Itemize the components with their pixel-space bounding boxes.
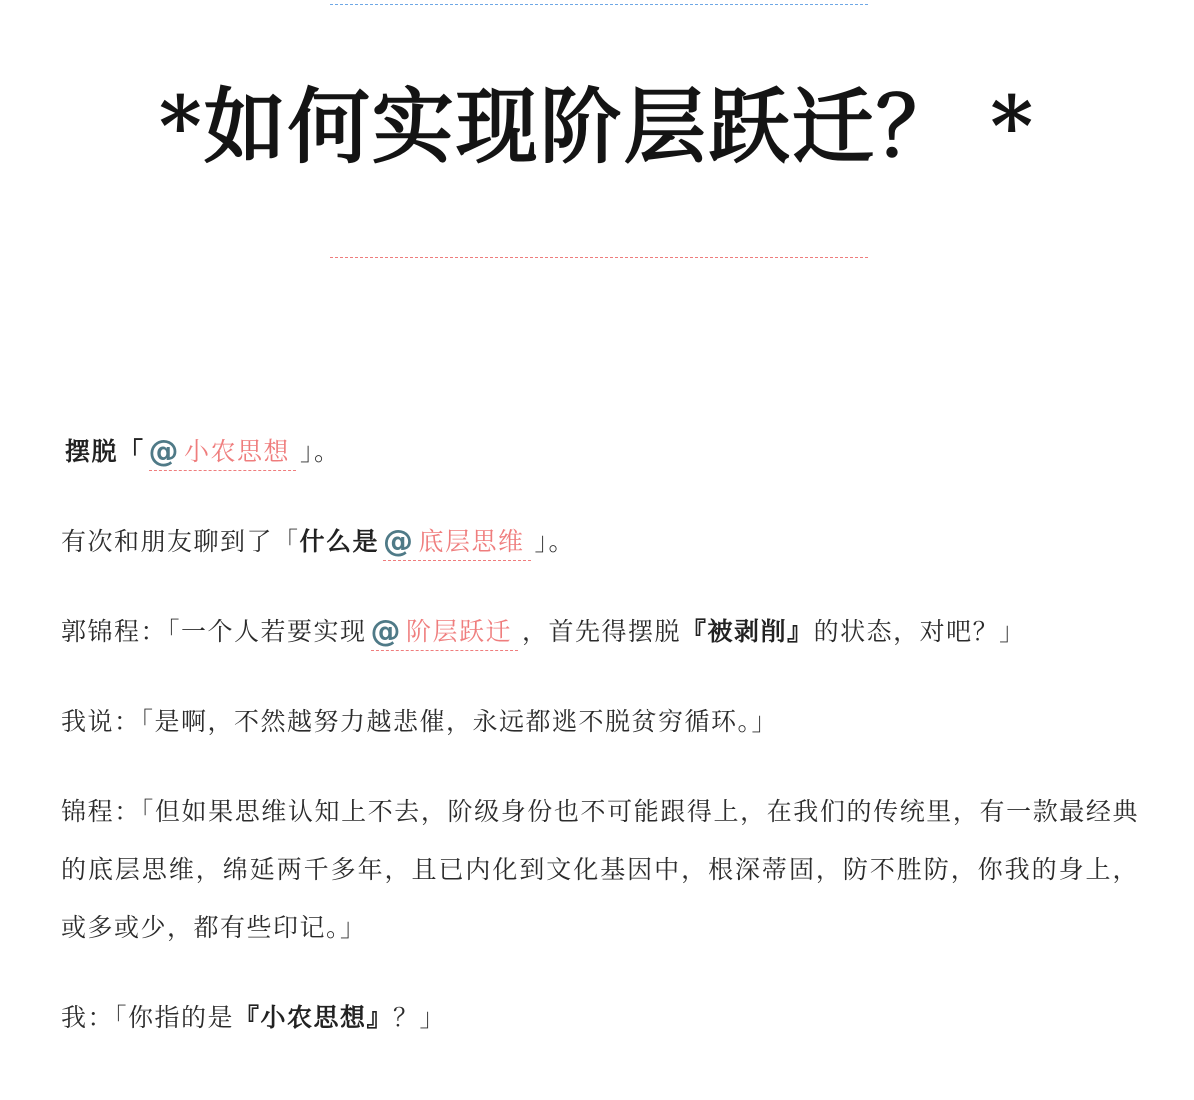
mention-link-jieceng[interactable] bbox=[371, 614, 519, 651]
article-title: *如何实现阶层跃迁？ * bbox=[158, 79, 1036, 175]
p3-lead: 郭锦程：「一个人若要实现 bbox=[61, 617, 367, 646]
mention-link-diceng[interactable] bbox=[383, 524, 531, 561]
mention-text: 底层思维 bbox=[418, 527, 525, 556]
paragraph-3 bbox=[61, 603, 1139, 661]
at-icon: @ bbox=[383, 524, 415, 559]
p3-bold: 『被剥削』 bbox=[681, 617, 814, 646]
p1-lead: 摆脱「 bbox=[65, 437, 145, 466]
p6-bold: 『小农思想』 bbox=[234, 1003, 394, 1032]
mention-text: 小农思想 bbox=[184, 437, 291, 466]
p6-tail: ？」 bbox=[393, 1003, 447, 1032]
article-body bbox=[61, 423, 1139, 1047]
at-icon: @ bbox=[148, 434, 181, 469]
p3-mid: ，首先得摆脱 bbox=[522, 617, 682, 646]
at-icon: @ bbox=[370, 614, 403, 649]
paragraph-4: 我说：「是啊，不然越努力越悲催，永远都逃不脱贫穷循环。」 bbox=[61, 707, 779, 736]
p2-tail: 」。 bbox=[534, 527, 576, 556]
mention-link-xiaonong[interactable] bbox=[149, 434, 297, 471]
bottom-divider bbox=[330, 257, 868, 258]
p2-bold: 什么是 bbox=[299, 527, 380, 556]
p6-lead: 我：「你指的是 bbox=[61, 1003, 235, 1032]
p1-tail: 」。 bbox=[300, 437, 341, 466]
paragraph-1 bbox=[61, 423, 1139, 481]
paragraph-6 bbox=[61, 989, 1139, 1047]
paragraph-2 bbox=[61, 513, 1139, 571]
p2-lead: 有次和朋友聊到了「 bbox=[61, 527, 300, 556]
p3-tail: 的状态，对吧？」 bbox=[813, 617, 1026, 646]
mention-text: 阶层跃迁 bbox=[406, 617, 513, 646]
top-divider bbox=[330, 4, 868, 5]
paragraph-5: 锦程：「但如果思维认知上不去，阶级身份也不可能跟得上，在我们的传统里，有一款最经典的底层思维，绵延两千多年，且已内化到文化基因中，根深蒂固，防不胜防，你我的身上，或多或少，都有些印记。」 bbox=[61, 797, 1139, 942]
